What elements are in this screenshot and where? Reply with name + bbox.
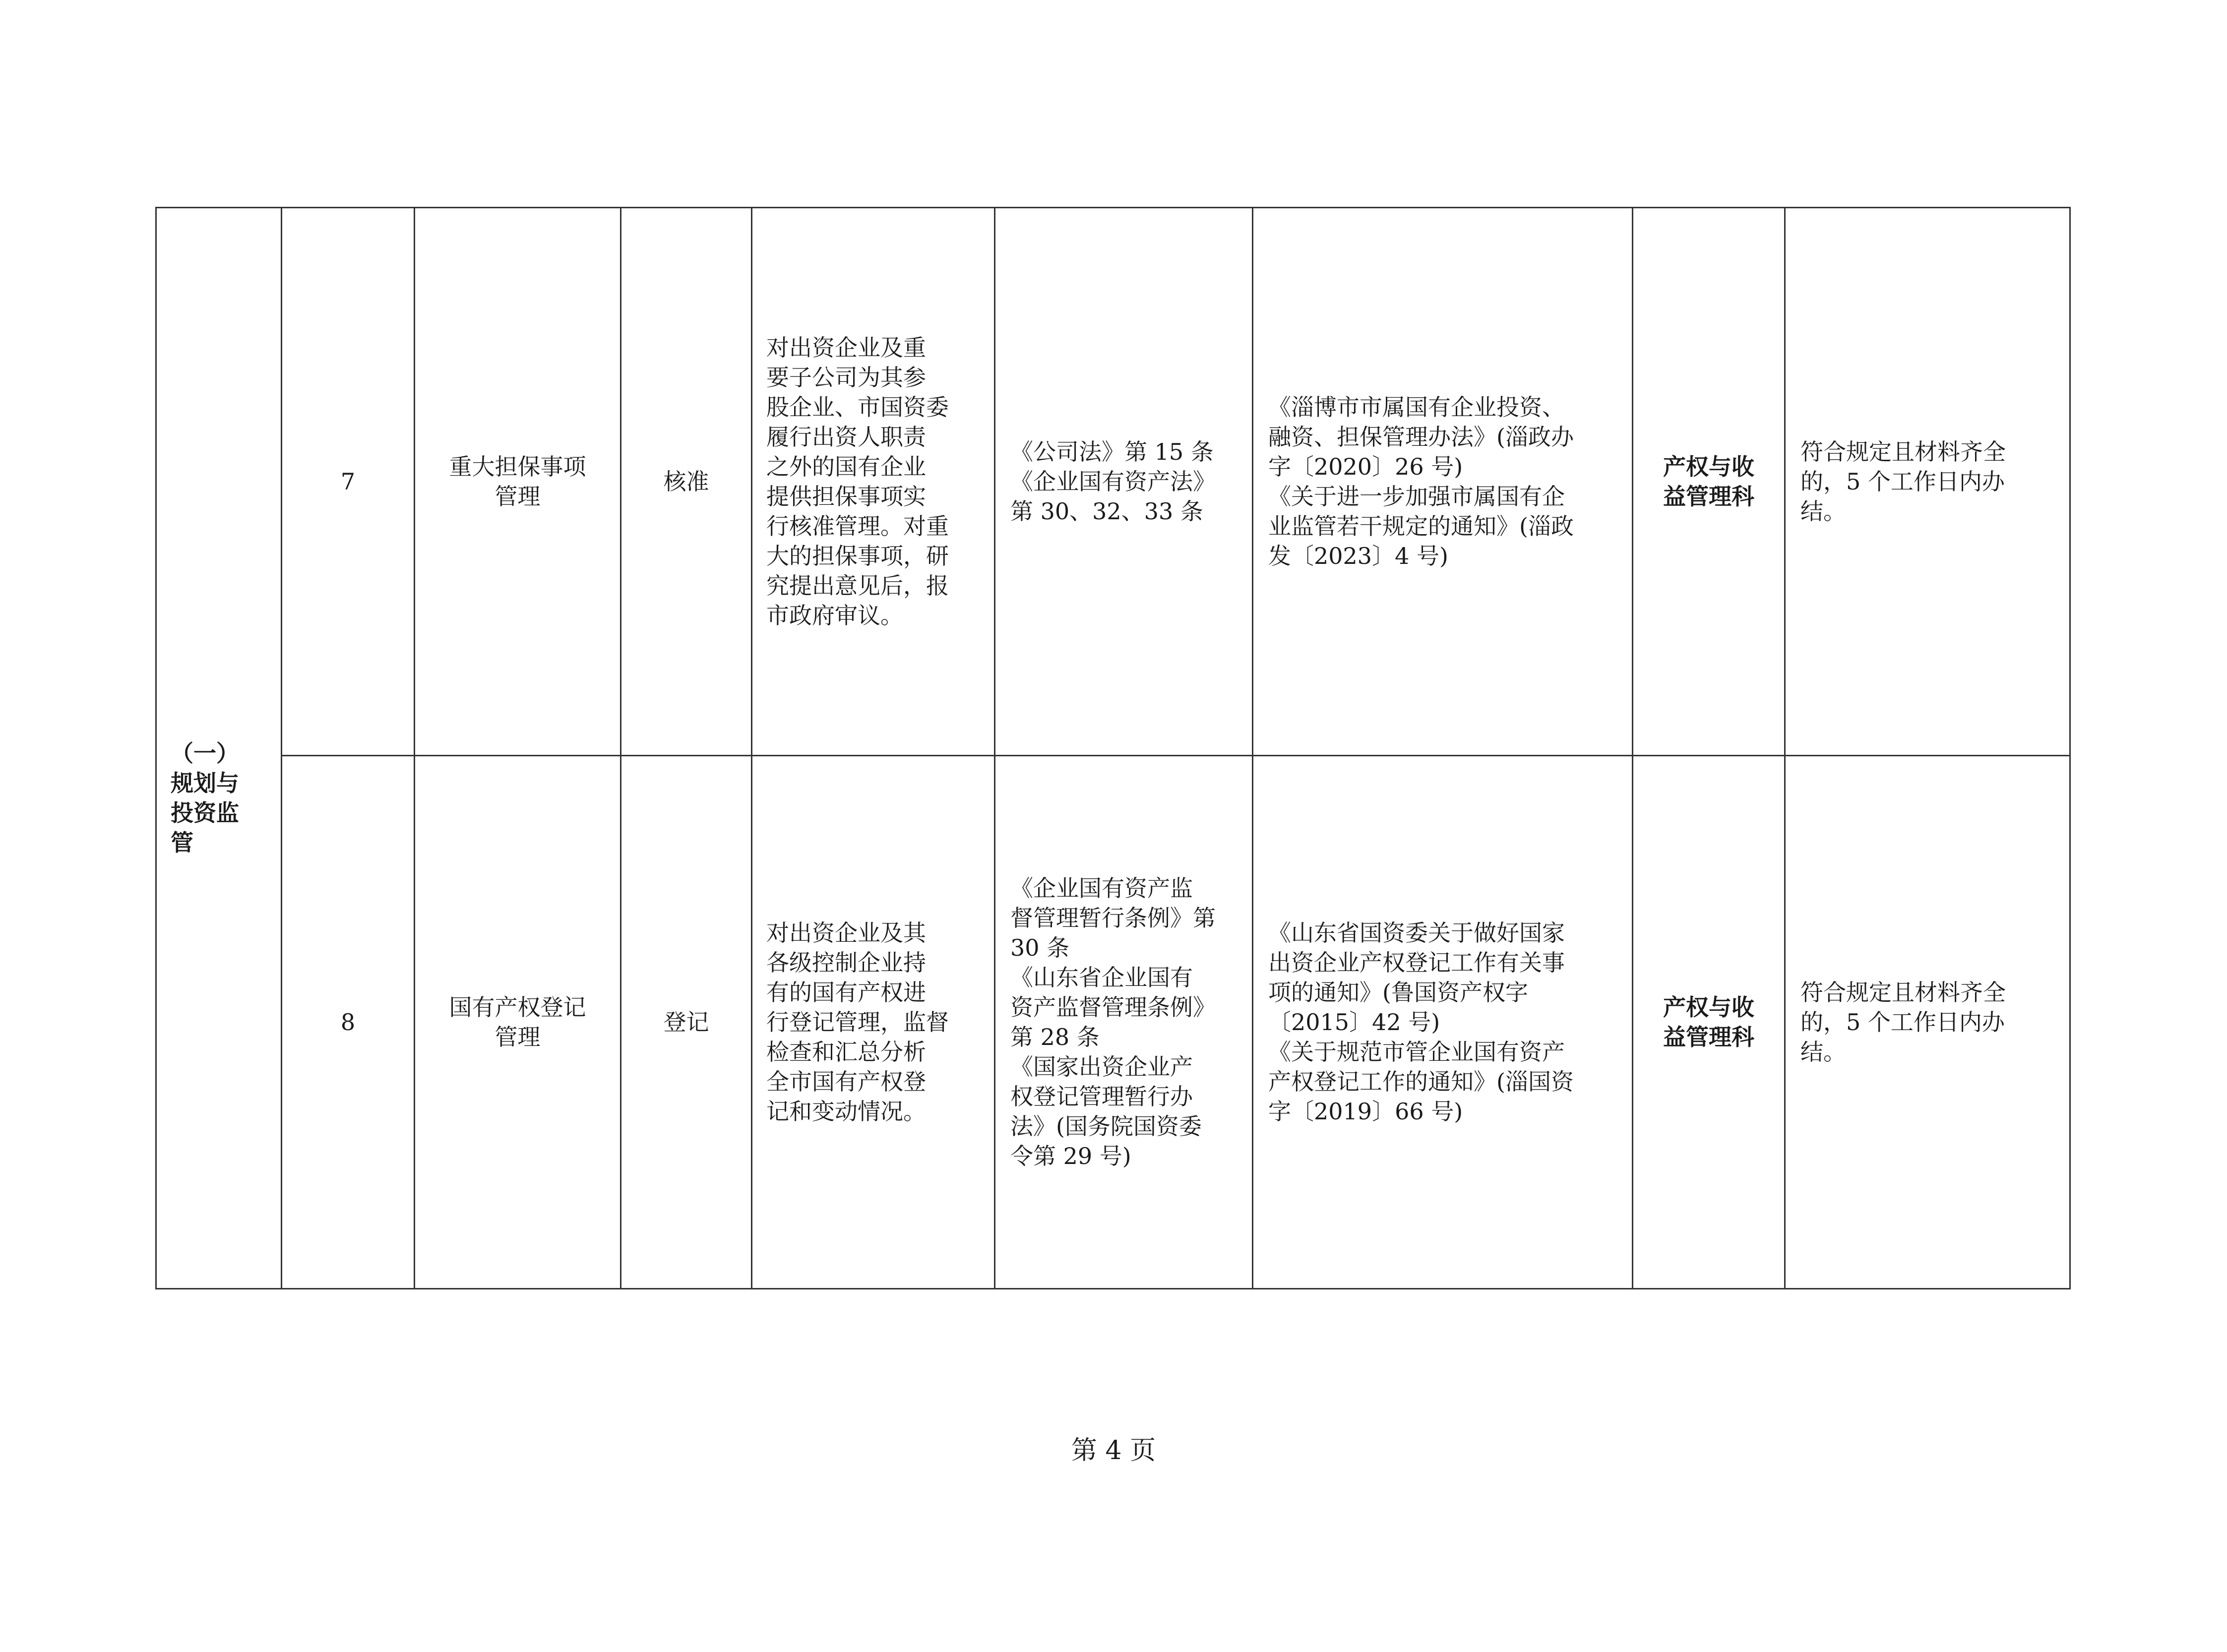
category-cell	[156, 208, 282, 1289]
time-limit: 符合规定且材料齐全 的，5 个工作日内办 结。	[1785, 208, 2070, 756]
row-number: 7	[282, 208, 415, 756]
legal-basis: 《公司法》第 15 条 《企业国有资产法》 第 30、32、33 条	[995, 208, 1253, 756]
authority-table	[155, 207, 2071, 1289]
responsible-department: 产权与收 益管理科	[1633, 208, 1785, 756]
responsible-department: 产权与收 益管理科	[1633, 756, 1785, 1289]
table-row	[156, 208, 2070, 756]
table-row	[156, 756, 2070, 1289]
row-number: 8	[282, 756, 415, 1289]
category-label: （一） 规划与 投资监 管	[171, 739, 239, 856]
legal-basis: 《企业国有资产监 督管理暂行条例》第 30 条 《山东省企业国有 资产监督管理条例》 第 28 条 《国家出资企业产 权登记管理暂行办 法》(国务院国资委 令第 29 号)	[995, 756, 1253, 1289]
time-limit: 符合规定且材料齐全 的，5 个工作日内办 结。	[1785, 756, 2070, 1289]
policy-basis: 《山东省国资委关于做好国家 出资企业产权登记工作有关事 项的通知》(鲁国资产权字 〔2015〕42 号) 《关于规范市管企业国有资产 产权登记工作的通知》(淄国资 字〔2019〕66 号)	[1253, 756, 1633, 1289]
policy-basis: 《淄博市市属国有企业投资、 融资、担保管理办法》(淄政办 字〔2020〕26 号) 《关于进一步加强市属国有企 业监管若干规定的通知》(淄政 发〔2023〕4 号)	[1253, 208, 1633, 756]
item-content: 对出资企业及其 各级控制企业持 有的国有产权进 行登记管理，监督 检查和汇总分析 全市国有产权登 记和变动情况。	[752, 756, 995, 1289]
item-type: 登记	[621, 756, 752, 1289]
item-type: 核准	[621, 208, 752, 756]
item-name: 国有产权登记 管理	[415, 756, 621, 1289]
item-name: 重大担保事项 管理	[415, 208, 621, 756]
page-number: 第 4 页	[1071, 1436, 1156, 1466]
item-content: 对出资企业及重 要子公司为其参 股企业、市国资委 履行出资人职责 之外的国有企业 提供担保事项实 行核准管理。对重 大的担保事项，研 究提出意见后，报 市政府审议。	[752, 208, 995, 756]
